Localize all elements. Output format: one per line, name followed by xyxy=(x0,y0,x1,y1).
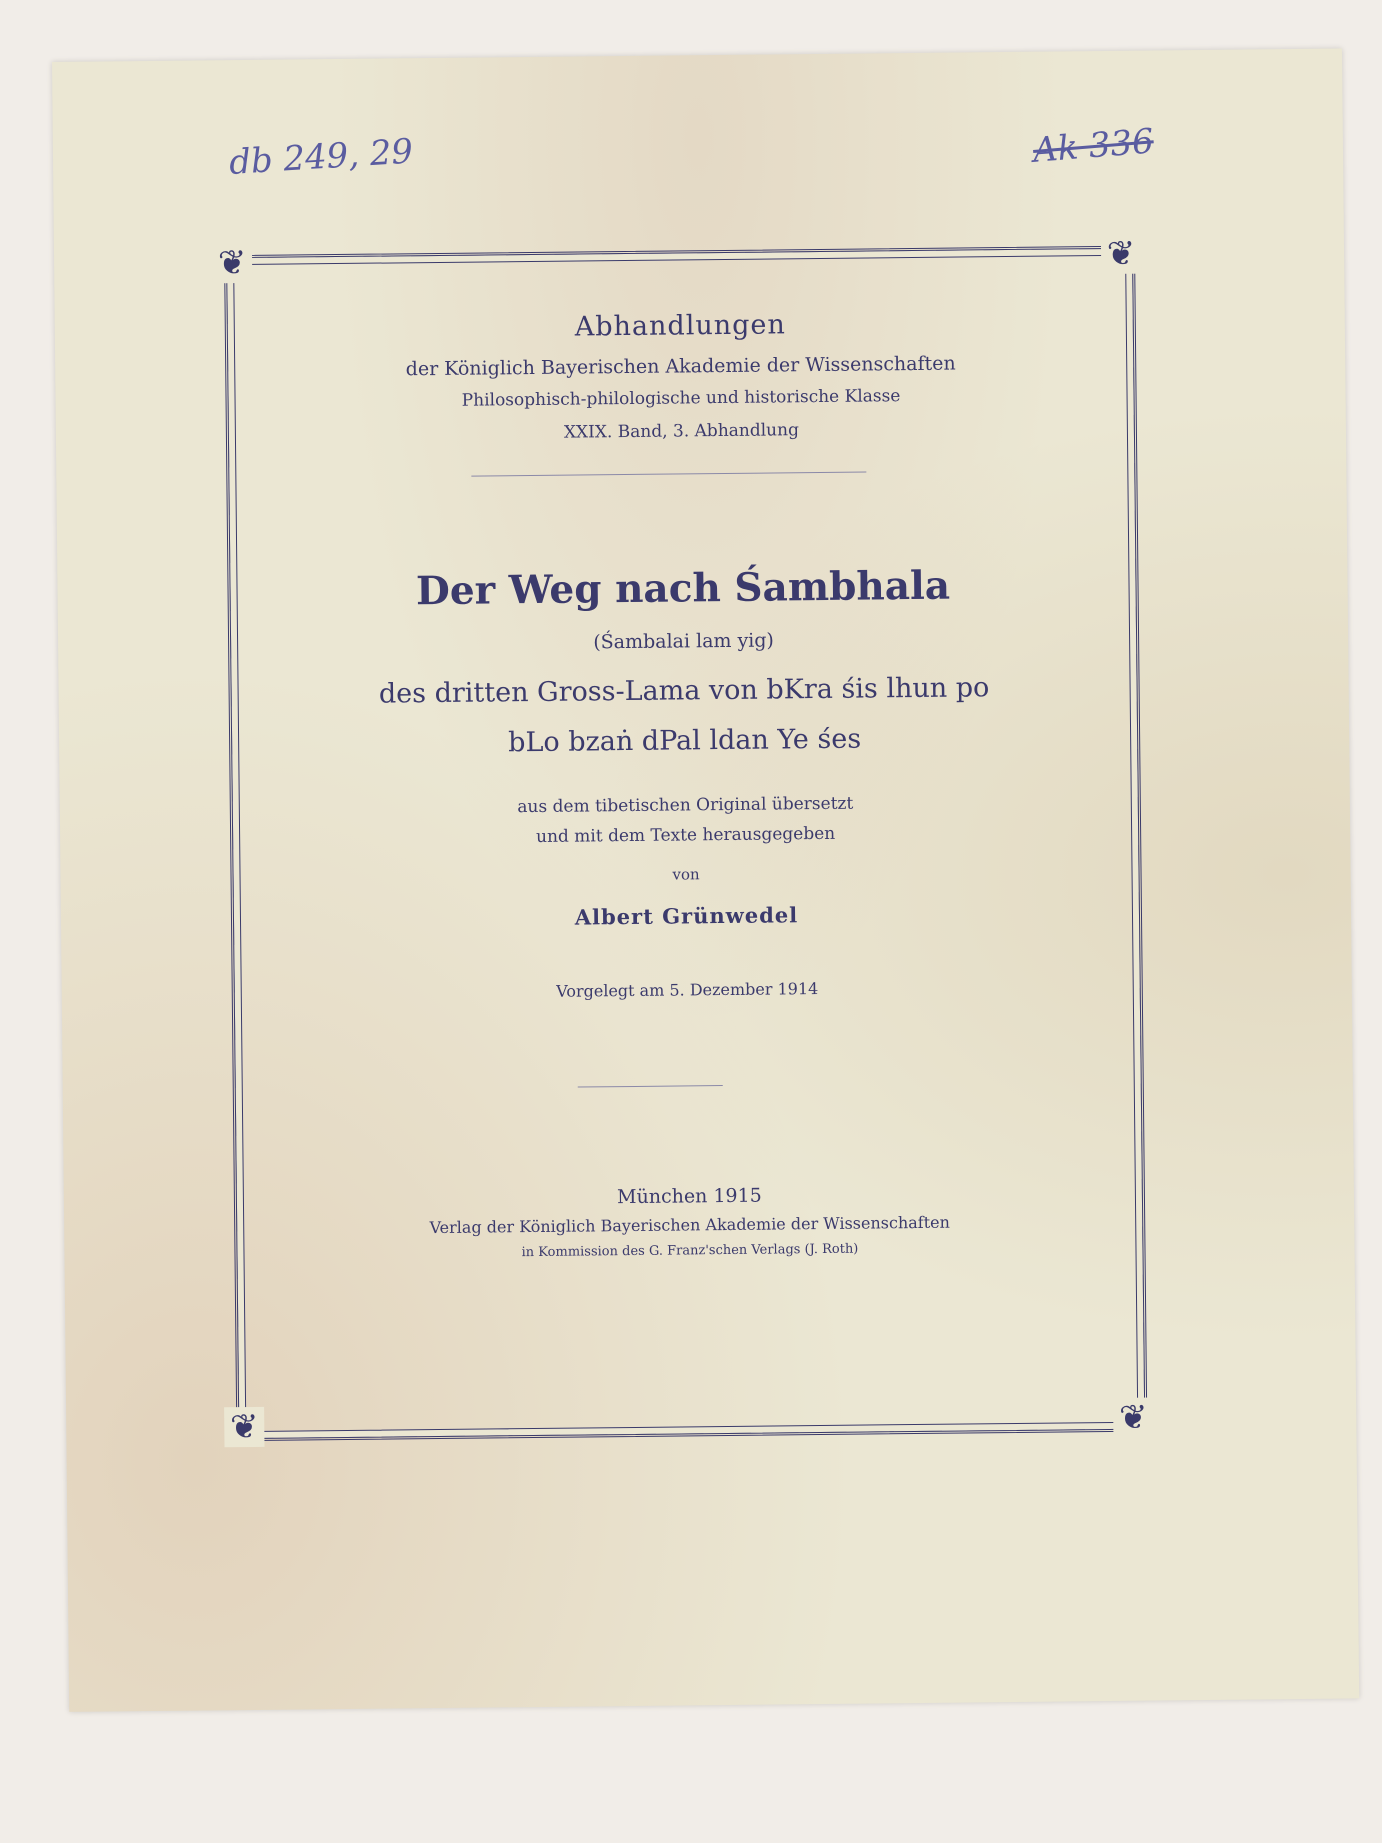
author-name: Albert Grünwedel xyxy=(574,902,799,930)
presentation-date: Vorgelegt am 5. Dezember 1914 xyxy=(556,979,819,1001)
translation-line-1: aus dem tibetischen Original übersetzt xyxy=(517,793,854,818)
commission-line: in Kommission des G. Franz'schen Verlags (J. Roth) xyxy=(521,1241,859,1261)
title-line-2: bLo bzaṅ dPal ldan Ye śes xyxy=(508,723,862,759)
academy-line: der Königlich Bayerischen Akademie der Wissenschaften xyxy=(405,352,956,381)
translation-line-2: und mit dem Texte herausgegeben xyxy=(535,823,836,847)
publisher-line: Verlag der Königlich Bayerischen Akademie der Wissenschaften xyxy=(429,1212,950,1238)
volume-line: XXIX. Band, 3. Abhandlung xyxy=(563,420,800,443)
class-line: Philosophisch-philologische und historische Klasse xyxy=(461,386,901,411)
document-page xyxy=(52,48,1359,1711)
subtitle: (Śambalai lam yig) xyxy=(593,629,775,654)
handwritten-crossed-shelfmark: Ak 336 xyxy=(1031,121,1156,171)
by-label: von xyxy=(672,865,700,884)
corner-ornament-icon: ❦ xyxy=(1113,1398,1153,1438)
corner-ornament-icon: ❦ xyxy=(212,243,252,283)
main-title: Der Weg nach Śambhala xyxy=(415,562,951,615)
corner-ornament-icon: ❦ xyxy=(1101,234,1141,274)
corner-ornament-icon: ❦ xyxy=(224,1407,264,1447)
handwritten-shelfmark: db 249, 29 xyxy=(227,131,415,183)
series-title: Abhandlungen xyxy=(574,309,786,343)
title-line-1: des dritten Gross-Lama von bKra śis lhun po xyxy=(378,672,990,710)
place-year: München 1915 xyxy=(616,1184,762,1209)
